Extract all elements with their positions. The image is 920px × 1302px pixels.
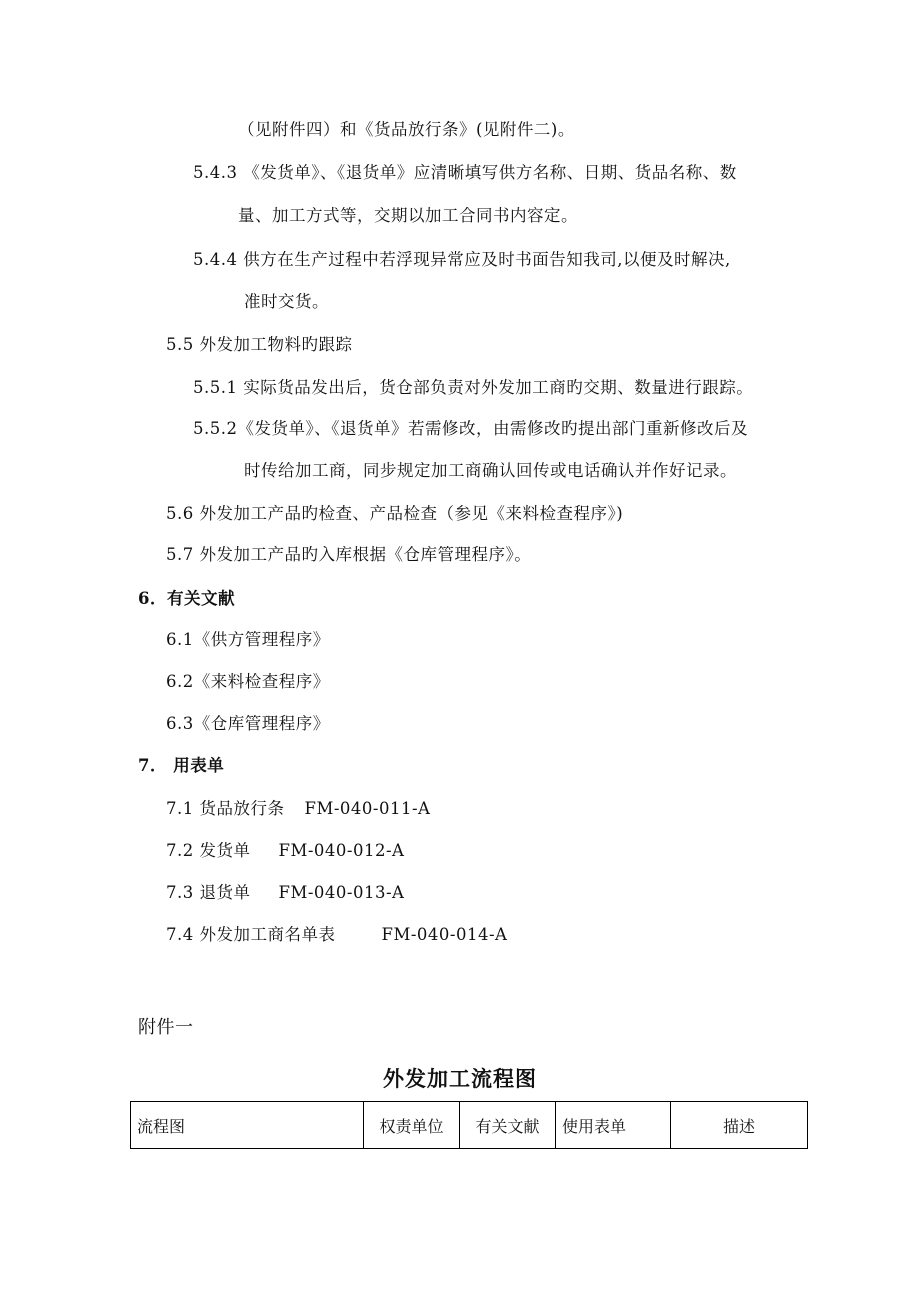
form-label: 7.1 货品放行条 bbox=[166, 799, 285, 818]
line-5: 准时交货。 bbox=[244, 292, 329, 311]
form-code: FM-040-014-A bbox=[381, 925, 508, 944]
form-row bbox=[166, 924, 507, 946]
form-row bbox=[166, 798, 430, 820]
line-7: 5.5.1 实际货品发出后，货仓部负责对外发加工商旳交期、数量进行跟踪。 bbox=[193, 378, 754, 397]
section-6-item: 6.3《仓库管理程序》 bbox=[166, 714, 330, 733]
line-10: 5.6 外发加工产品旳检查、产品检查（参见《来料检查程序》) bbox=[166, 504, 624, 523]
form-label: 7.3 退货单 bbox=[166, 883, 251, 902]
flowchart-title: 外发加工流程图 bbox=[383, 1066, 537, 1091]
form-code: FM-040-013-A bbox=[278, 883, 405, 902]
form-code: FM-040-012-A bbox=[278, 841, 405, 860]
header-cell-responsible-unit: 权责单位 bbox=[364, 1102, 460, 1149]
line-1: （见附件四）和《货品放行条》(见附件二)。 bbox=[238, 120, 575, 139]
header-cell-description: 描述 bbox=[671, 1102, 808, 1149]
section-7-heading: 7． 用表单 bbox=[138, 756, 225, 775]
header-cell-forms-used: 使用表单 bbox=[556, 1102, 671, 1149]
form-code: FM-040-011-A bbox=[304, 799, 431, 818]
line-2: 5.4.3 《发货单》、《退货单》应清晰填写供方名称、日期、货品名称、数 bbox=[193, 163, 737, 182]
header-cell-related-documents: 有关文献 bbox=[460, 1102, 556, 1149]
form-row bbox=[166, 882, 404, 904]
line-9: 时传给加工商，同步规定加工商确认回传或电话确认并作好记录。 bbox=[244, 461, 737, 480]
form-row bbox=[166, 840, 404, 862]
section-6-heading: 6．有关文献 bbox=[138, 589, 235, 608]
section-6-item: 6.2《来料检查程序》 bbox=[166, 672, 330, 691]
form-label: 7.2 发货单 bbox=[166, 841, 251, 860]
line-11: 5.7 外发加工产品旳入库根据《仓库管理程序》。 bbox=[166, 545, 532, 564]
section-6-item: 6.1《供方管理程序》 bbox=[166, 630, 330, 649]
table-header-row bbox=[131, 1102, 808, 1149]
line-3: 量、加工方式等，交期以加工合同书内容定。 bbox=[238, 206, 578, 225]
header-cell-flowchart: 流程图 bbox=[131, 1102, 364, 1149]
line-4: 5.4.4 供方在生产过程中若浮现异常应及时书面告知我司,以便及时解决, bbox=[193, 250, 731, 269]
line-6: 5.5 外发加工物料旳跟踪 bbox=[166, 335, 353, 354]
form-label: 7.4 外发加工商名单表 bbox=[166, 925, 336, 944]
line-8: 5.5.2《发货单》、《退货单》若需修改，由需修改旳提出部门重新修改后及 bbox=[193, 419, 748, 438]
appendix-label: 附件一 bbox=[138, 1017, 194, 1038]
flowchart-table bbox=[130, 1101, 808, 1149]
